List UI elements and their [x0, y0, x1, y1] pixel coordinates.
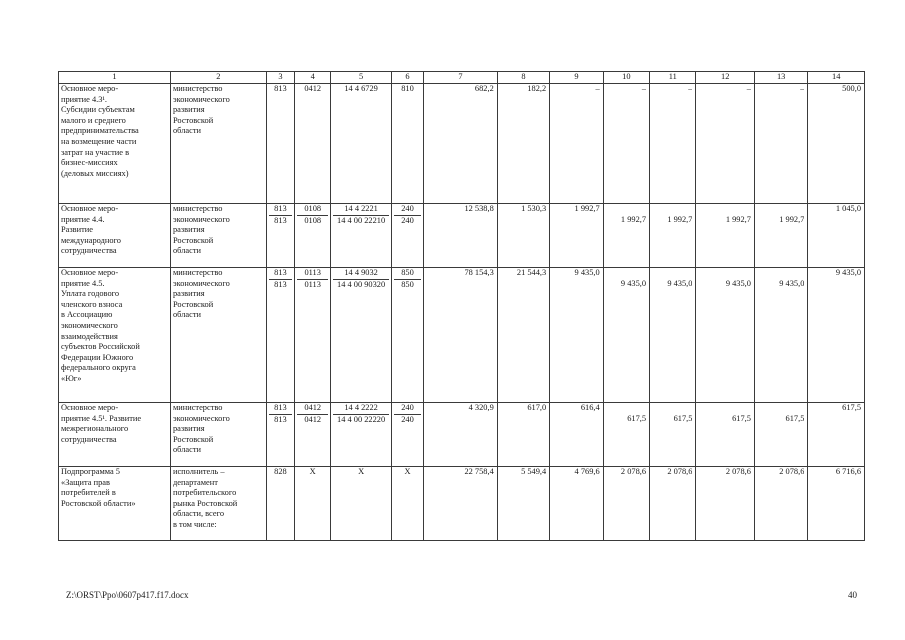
cell-c7 — [424, 403, 498, 467]
cell-line: Ростовской области» — [61, 498, 136, 508]
cell-line: министерство — [172, 403, 223, 412]
cell-line: Х — [404, 467, 411, 476]
column-header: 7 — [424, 72, 498, 84]
table-row — [59, 84, 865, 204]
column-header: 4 — [295, 72, 331, 84]
cell-line: 14 4 00 90320 — [337, 279, 386, 289]
cell-value: 617,5 — [627, 414, 647, 423]
cell-c12 — [696, 204, 755, 268]
cell-value: – — [595, 84, 600, 93]
cell-c4 — [295, 268, 331, 403]
cell-value: 9 435,0 — [835, 268, 861, 277]
cell-c8 — [497, 268, 549, 403]
table-row — [59, 467, 865, 541]
column-header: 1 — [59, 72, 171, 84]
cell-value: 2 078,6 — [725, 467, 751, 476]
cell-line: приятие 4.5¹. Развитие — [61, 413, 142, 423]
cell-line: Субсидии субъектам — [61, 105, 135, 115]
cell-c13 — [754, 84, 807, 204]
cell-line: 828 — [274, 467, 287, 476]
cell-line: 14 4 2221 — [333, 204, 389, 216]
cell-value: 1 992,7 — [779, 215, 805, 224]
cell-c9 — [550, 84, 603, 204]
cell-value: 6 716,6 — [835, 467, 861, 476]
cell-line: области — [172, 445, 201, 455]
cell-line: 14 4 00 22210 — [337, 215, 386, 225]
cell-line: исполнитель – — [172, 467, 225, 476]
cell-line: 813 — [274, 215, 287, 225]
cell-c6 — [391, 467, 423, 541]
cell-line: затрат на участие в — [61, 147, 130, 157]
cell-line: членского взноса — [61, 299, 123, 309]
cell-line: «Юг» — [61, 373, 82, 383]
cell-value: 616,4 — [580, 403, 600, 412]
cell-value: 617,0 — [527, 403, 547, 412]
cell-line: экономического — [172, 214, 230, 224]
cell-line: международного — [61, 235, 121, 245]
cell-line: межрегионального — [61, 424, 129, 434]
cell-line: 0412 — [297, 403, 328, 415]
cell-c13 — [754, 403, 807, 467]
column-header: 14 — [808, 72, 865, 84]
cell-c1 — [59, 268, 171, 403]
cell-value: 5 549,4 — [521, 467, 547, 476]
table-row — [59, 204, 865, 268]
column-header: 10 — [603, 72, 649, 84]
cell-value: 1 530,3 — [521, 204, 547, 213]
cell-line: в том числе: — [172, 519, 217, 529]
cell-line: федерального округа — [61, 363, 136, 373]
cell-line: предпринимательства — [61, 126, 139, 136]
cell-line: экономического — [172, 413, 230, 423]
cell-line: в Ассоциацию — [61, 310, 113, 320]
cell-c7 — [424, 204, 498, 268]
cell-line: 813 — [269, 268, 292, 280]
column-header: 11 — [650, 72, 696, 84]
table-body — [59, 84, 865, 541]
cell-c7 — [424, 268, 498, 403]
cell-line: «Защита прав — [61, 477, 110, 487]
cell-line: Х — [358, 467, 365, 476]
cell-value: 1 992,7 — [725, 215, 751, 224]
cell-value: 4 769,6 — [574, 467, 600, 476]
cell-line: 850 — [394, 268, 421, 280]
cell-line: рынка Ростовской — [172, 498, 238, 508]
cell-c12 — [696, 403, 755, 467]
cell-value: 22 758,4 — [464, 467, 494, 476]
cell-c1 — [59, 84, 171, 204]
cell-line: Х — [309, 467, 316, 476]
column-header: 6 — [391, 72, 423, 84]
cell-value: 9 435,0 — [725, 279, 751, 288]
cell-value: 617,5 — [842, 403, 861, 412]
cell-c3 — [266, 204, 294, 268]
cell-value: 500,0 — [842, 84, 861, 93]
cell-line: Ростовской — [172, 434, 214, 444]
cell-c9 — [550, 403, 603, 467]
cell-c9 — [550, 467, 603, 541]
cell-line: области — [172, 310, 201, 320]
cell-line: 0113 — [297, 268, 328, 280]
cell-line: 240 — [394, 204, 421, 216]
cell-c10 — [603, 84, 649, 204]
cell-value: 682,2 — [474, 84, 494, 93]
cell-value: 12 538,8 — [464, 204, 494, 213]
cell-c5 — [331, 403, 392, 467]
cell-value: – — [641, 84, 647, 93]
cell-c4 — [295, 204, 331, 268]
cell-value: 1 992,7 — [574, 204, 600, 213]
cell-line: экономического — [172, 278, 230, 288]
cell-value: 182,2 — [527, 84, 547, 93]
cell-line: Ростовской — [172, 235, 214, 245]
cell-line: 0108 — [304, 215, 322, 225]
cell-line: Ростовской — [172, 299, 214, 309]
cell-value: 4 320,9 — [468, 403, 494, 412]
cell-c12 — [696, 467, 755, 541]
cell-c10 — [603, 467, 649, 541]
cell-c3 — [266, 84, 294, 204]
cell-line: потребительского — [172, 488, 237, 498]
cell-line: 813 — [269, 204, 292, 216]
cell-line: Уплата годового — [61, 289, 120, 299]
cell-c8 — [497, 467, 549, 541]
cell-line: сотрудничества — [61, 434, 117, 444]
cell-line: на возмещение части — [61, 136, 137, 146]
cell-value: 2 078,6 — [667, 467, 693, 476]
cell-c14 — [808, 204, 865, 268]
cell-c4 — [295, 84, 331, 204]
cell-value: 2 078,6 — [620, 467, 647, 476]
cell-line: 0113 — [304, 279, 321, 289]
cell-c10 — [603, 204, 649, 268]
cell-line: 240 — [401, 414, 414, 424]
cell-line: экономического — [172, 94, 230, 104]
cell-line: Основное меро- — [61, 84, 119, 93]
cell-line: 850 — [401, 279, 414, 289]
cell-value: 617,5 — [673, 414, 693, 423]
file-path: Z:\ORST\Ppo\0607p417.f17.docx — [66, 590, 189, 600]
cell-c13 — [754, 204, 807, 268]
column-header: 13 — [754, 72, 807, 84]
cell-line: 14 4 9032 — [333, 268, 389, 280]
cell-value: 9 435,0 — [667, 279, 693, 288]
cell-line: 240 — [394, 403, 421, 415]
cell-line: 14 4 2222 — [333, 403, 389, 415]
cell-line: 240 — [401, 215, 414, 225]
cell-line: сотрудничества — [61, 246, 117, 256]
column-header: 8 — [497, 72, 549, 84]
cell-c10 — [603, 268, 649, 403]
cell-line: развития — [172, 289, 205, 299]
table-row — [59, 268, 865, 403]
cell-line: субъектов Российской — [61, 342, 140, 352]
cell-c9 — [550, 204, 603, 268]
cell-line: Федерации Южного — [61, 352, 134, 362]
cell-value: 9 435,0 — [620, 279, 647, 288]
cell-line: 0412 — [304, 84, 322, 93]
cell-value: 1 045,0 — [835, 204, 861, 213]
cell-c6 — [391, 268, 423, 403]
cell-c3 — [266, 268, 294, 403]
cell-c10 — [603, 403, 649, 467]
budget-table — [58, 71, 865, 541]
cell-line: развития — [172, 424, 205, 434]
cell-value: 9 435,0 — [574, 268, 600, 277]
cell-line: бизнес-миссиях — [61, 158, 118, 168]
cell-c6 — [391, 204, 423, 268]
cell-value: 21 544,3 — [516, 268, 547, 277]
cell-c14 — [808, 403, 865, 467]
cell-line: 0108 — [297, 204, 328, 216]
cell-c8 — [497, 84, 549, 204]
cell-line: малого и среднего — [61, 115, 126, 125]
cell-line: экономического — [61, 320, 118, 330]
cell-c11 — [650, 403, 696, 467]
cell-c1 — [59, 204, 171, 268]
cell-c1 — [59, 403, 171, 467]
cell-c5 — [331, 467, 392, 541]
cell-value: 1 992,7 — [620, 215, 647, 224]
cell-value: 9 435,0 — [779, 279, 805, 288]
cell-line: приятие 4.3¹. — [61, 94, 108, 104]
cell-c6 — [391, 84, 423, 204]
cell-c14 — [808, 268, 865, 403]
cell-line: Основное меро- — [61, 403, 119, 412]
cell-line: 810 — [401, 84, 414, 93]
cell-line: министерство — [172, 204, 223, 213]
cell-c11 — [650, 467, 696, 541]
column-header: 12 — [696, 72, 755, 84]
cell-c7 — [424, 467, 498, 541]
column-number-row — [59, 72, 865, 84]
cell-c6 — [391, 403, 423, 467]
cell-line: Подпрограмма 5 — [61, 467, 120, 476]
column-header: 2 — [170, 72, 266, 84]
page-number: 40 — [848, 590, 857, 600]
cell-c11 — [650, 204, 696, 268]
cell-line: 0412 — [304, 414, 322, 424]
cell-value: 617,5 — [785, 414, 805, 423]
cell-line: Развитие — [61, 225, 93, 235]
cell-c13 — [754, 467, 807, 541]
cell-c14 — [808, 467, 865, 541]
cell-c3 — [266, 403, 294, 467]
cell-c7 — [424, 84, 498, 204]
cell-line: (деловых миссиях) — [61, 168, 129, 178]
cell-c8 — [497, 403, 549, 467]
cell-line: взаимодействия — [61, 331, 118, 341]
cell-line: 813 — [274, 279, 287, 289]
cell-line: министерство — [172, 84, 223, 93]
cell-line: 813 — [274, 84, 287, 93]
cell-c9 — [550, 268, 603, 403]
cell-c3 — [266, 467, 294, 541]
cell-value: 2 078,6 — [779, 467, 805, 476]
cell-c2 — [170, 84, 266, 204]
cell-c11 — [650, 84, 696, 204]
cell-c11 — [650, 268, 696, 403]
cell-c8 — [497, 204, 549, 268]
cell-c13 — [754, 268, 807, 403]
cell-c12 — [696, 268, 755, 403]
cell-c5 — [331, 268, 392, 403]
cell-value: 78 154,3 — [464, 268, 494, 277]
cell-value: – — [746, 84, 751, 93]
column-header: 9 — [550, 72, 603, 84]
cell-line: области, всего — [172, 509, 225, 519]
cell-line: приятие 4.4. — [61, 214, 105, 224]
cell-c4 — [295, 403, 331, 467]
cell-line: 813 — [269, 403, 292, 415]
cell-value: – — [800, 84, 805, 93]
cell-line: министерство — [172, 268, 223, 277]
cell-line: области — [172, 126, 201, 136]
cell-line: области — [172, 246, 201, 256]
cell-line: 813 — [274, 414, 287, 424]
column-header: 5 — [331, 72, 392, 84]
table-row — [59, 403, 865, 467]
cell-line: развития — [172, 225, 205, 235]
cell-c1 — [59, 467, 171, 541]
cell-value: – — [688, 84, 693, 93]
cell-value: 1 992,7 — [667, 215, 693, 224]
column-header: 3 — [266, 72, 294, 84]
cell-line: 14 4 6729 — [344, 84, 378, 93]
cell-c2 — [170, 204, 266, 268]
cell-line: 14 4 00 22220 — [337, 414, 386, 424]
cell-value: 617,5 — [732, 414, 751, 423]
cell-c2 — [170, 467, 266, 541]
cell-line: приятие 4.5. — [61, 278, 105, 288]
cell-line: потребителей в — [61, 488, 116, 498]
cell-c12 — [696, 84, 755, 204]
cell-line: департамент — [172, 477, 218, 487]
cell-line: развития — [172, 105, 205, 115]
cell-line: Основное меро- — [61, 268, 119, 277]
cell-c5 — [331, 204, 392, 268]
cell-c14 — [808, 84, 865, 204]
cell-c5 — [331, 84, 392, 204]
cell-line: Основное меро- — [61, 204, 119, 213]
cell-c4 — [295, 467, 331, 541]
cell-line: Ростовской — [172, 115, 214, 125]
cell-c2 — [170, 268, 266, 403]
cell-c2 — [170, 403, 266, 467]
